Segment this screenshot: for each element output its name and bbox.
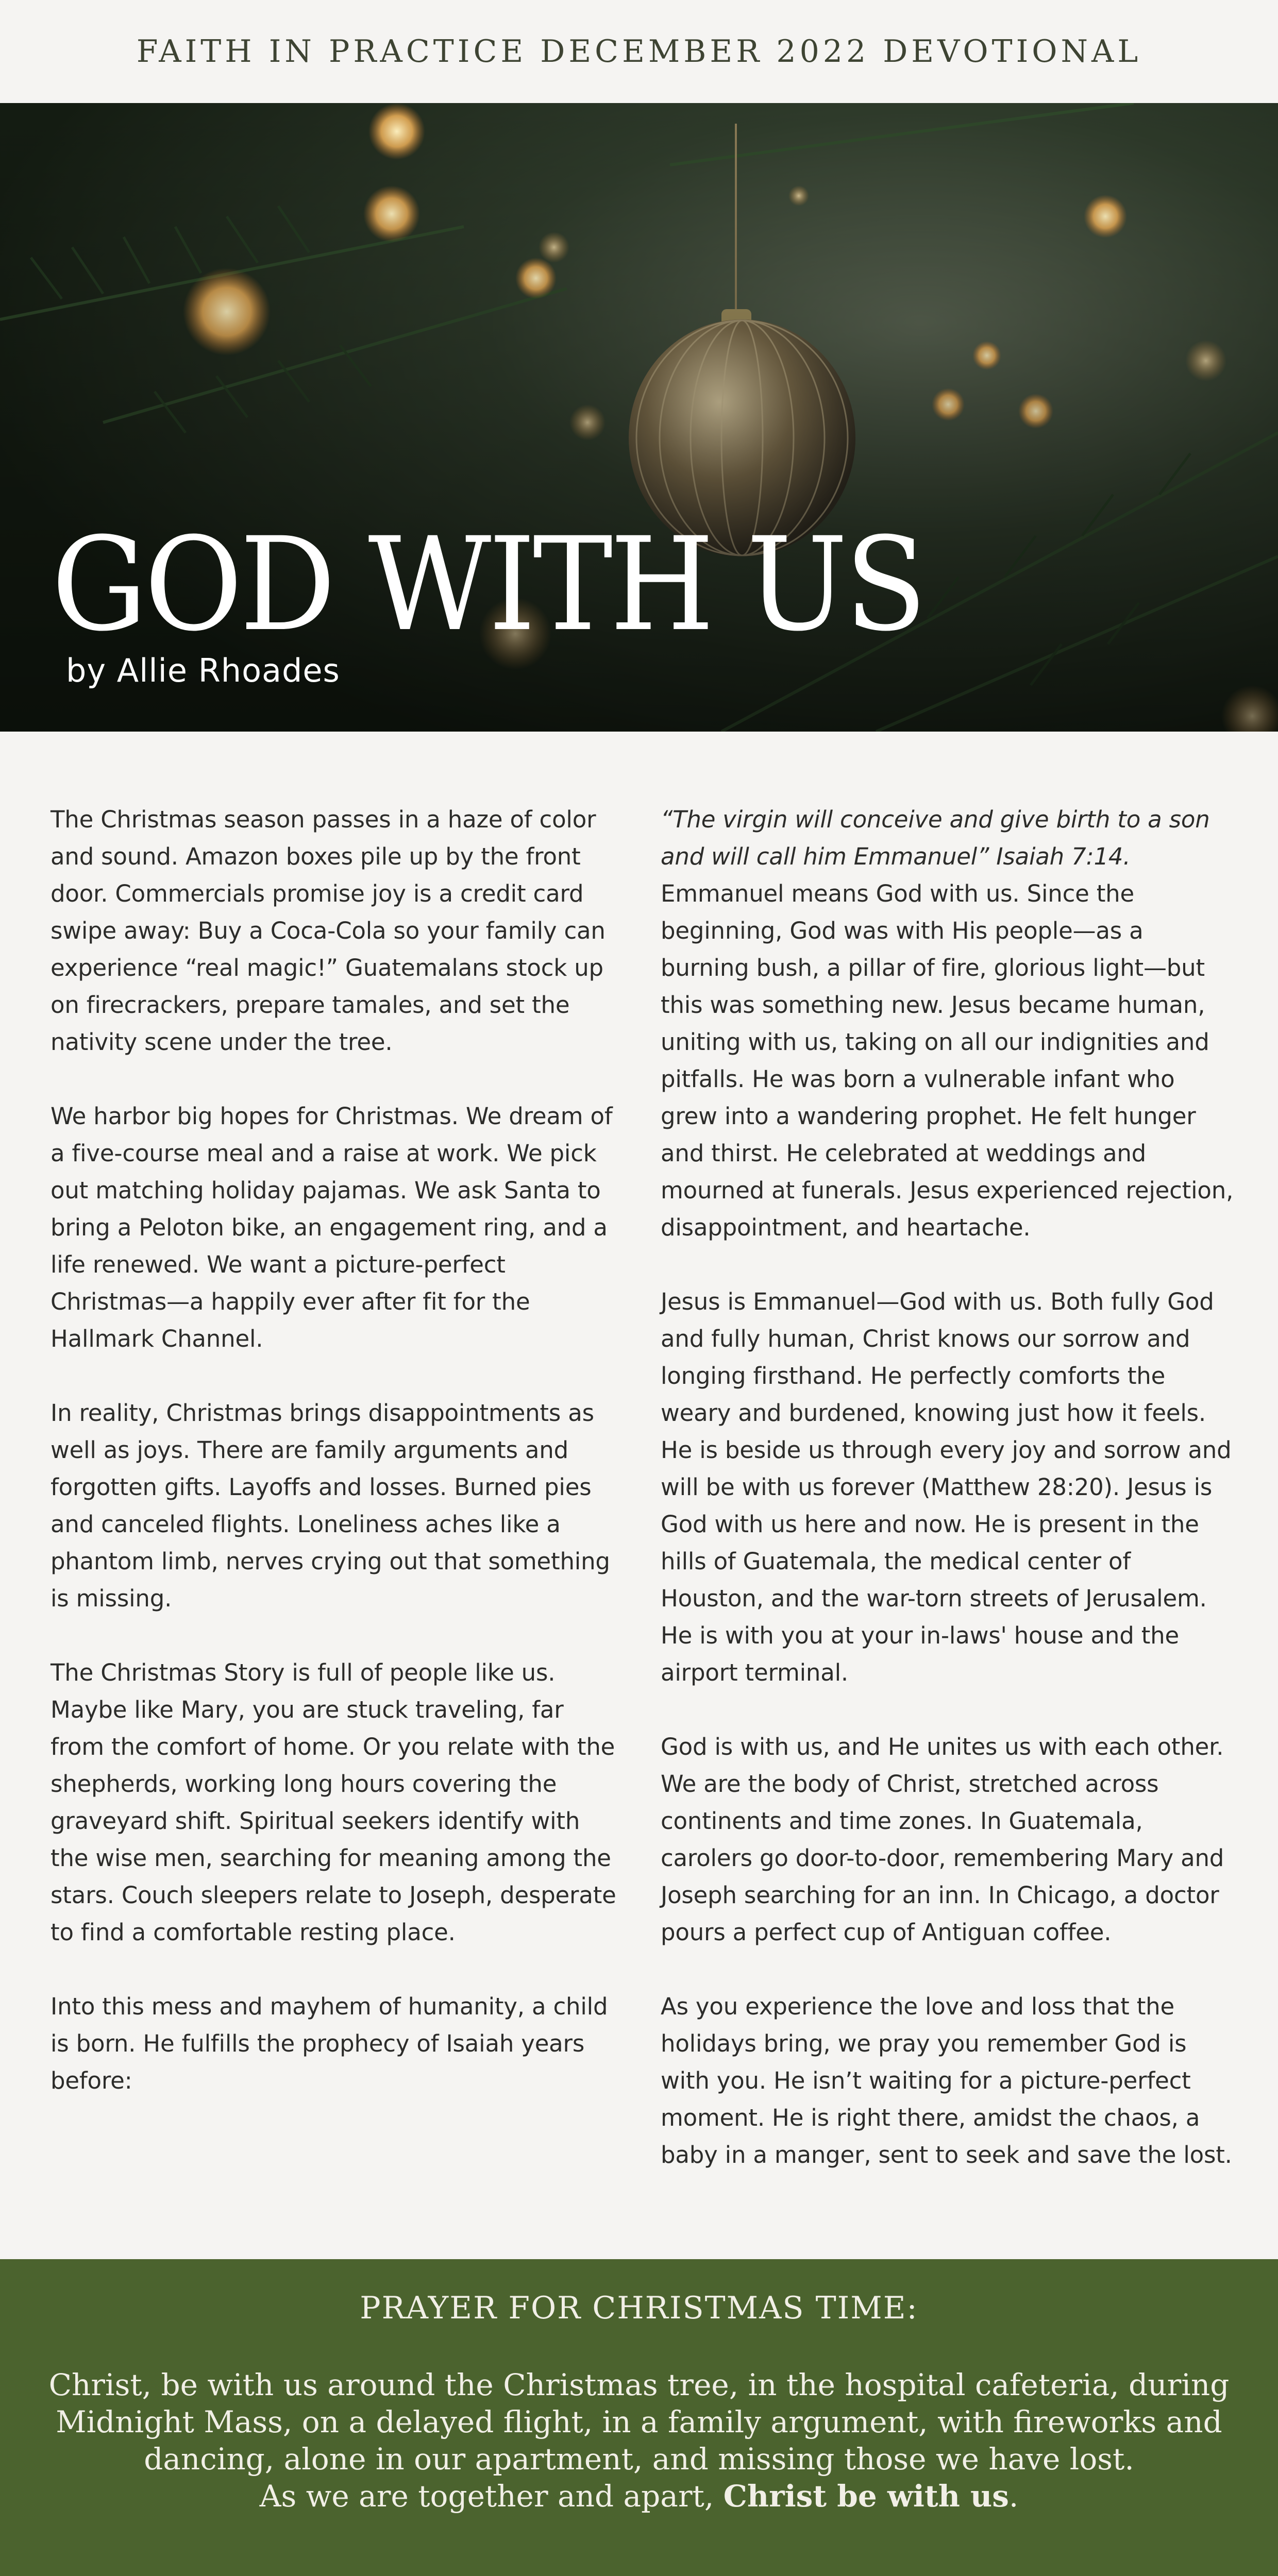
prayer-section <box>0 2259 1278 2576</box>
hero-title: GOD WITH US <box>52 510 924 659</box>
devotional-title: FAITH IN PRACTICE DECEMBER 2022 DEVOTIONAL <box>136 33 1142 70</box>
article-paragraph: We harbor big hopes for Christmas. We dream of a five-course meal and a raise at work. We pick out matching holiday pajamas. We ask Santa to bring a Peloton bike, an engagement ring, and a life renewed. We want a picture-perfect Christmas—a happily ever after fit for the Hallmark Channel. <box>51 1103 613 1352</box>
hero-banner <box>0 103 1278 732</box>
article-left-column <box>51 801 617 2137</box>
article-paragraph: The Christmas Story is full of people like us. Maybe like Mary, you are stuck traveling, far from the comfort of home. Or you relate with the shepherds, working long hours covering the graveyard shift. Spiritual seekers identify with the wise men, searching for meaning among the stars. Couch sleepers relate to Joseph, desperate to find a comfortable resting place. <box>51 1659 616 1946</box>
article-paragraph: The Christmas season passes in a haze of color and sound. Amazon boxes pile up by the front door. Commercials promise joy is a credit card swipe away: Buy a Coca-Cola so your family can experience “real magic!” Guatemalans stock up on firecrackers, prepare tamales, and set the nativity scene under the tree. <box>51 806 606 1056</box>
article-paragraph <box>661 801 1235 1246</box>
paragraph-continuation: Emmanuel means God with us. Since the beginning, God was with His people—as a burning bush, a pillar of fire, glorious light—but this was something new. Jesus became human, uniting with us, taking on all our indignities and pitfalls. He was born a vulnerable infant who grew into a wandering prophet. He felt hunger and thirst. He celebrated at weddings and mourned at funerals. Jesus experienced rejection, disappointment, and heartache. <box>661 880 1234 1241</box>
article-paragraph: Jesus is Emmanuel—God with us. Both fully God and fully human, Christ knows our sorrow and longing firsthand. He perfectly comforts the weary and burdened, knowing just how it feels. He is beside us through every joy and sorrow and will be with us forever (Matthew 28:20). Jesus is God with us here and now. He is present in the hills of Guatemala, the medical center of Houston, and the war-torn streets of Jerusalem. He is with you at your in-laws' house and the airport terminal. <box>661 1288 1232 1686</box>
article-paragraph: In reality, Christmas brings disappointments as well as joys. There are family arguments and forgotten gifts. Layoffs and losses. Burned pies and canceled flights. Loneliness aches like a phantom limb, nerves crying out that something is missing. <box>51 1399 610 1612</box>
article-right-column <box>661 801 1235 2211</box>
prayer-text <box>31 2366 1247 2515</box>
article-paragraph: As you experience the love and loss that the holidays bring, we pray you remember God is with you. He isn’t waiting for a picture-perfect moment. He is right there, amidst the chaos, a baby in a manger, sent to seek and save the lost. <box>661 1993 1232 2168</box>
prayer-closing-lead: As we are together and apart, <box>259 2479 724 2514</box>
prayer-closing-end: . <box>1008 2479 1019 2514</box>
article-paragraph: God is with us, and He unites us with each other. We are the body of Christ, stretched across continents and time zones. In Guatemala, carolers go door-to-door, remembering Mary and Joseph searching for an inn. In Chicago, a doctor pours a perfect cup of Antiguan coffee. <box>661 1733 1224 1946</box>
hero-byline: by Allie Rhoades <box>66 652 340 689</box>
article-paragraph: Into this mess and mayhem of humanity, a child is born. He fulfills the prophecy of Isaiah years before: <box>51 1993 608 2094</box>
scripture-quote: “The virgin will conceive and give birth to a son and will call him Emmanuel” Isaiah 7:14. <box>661 806 1210 870</box>
prayer-heading: PRAYER FOR CHRISTMAS TIME: <box>360 2290 918 2326</box>
prayer-closing-emphasis: Christ be with us <box>723 2479 1009 2514</box>
prayer-body: Christ, be with us around the Christmas tree, in the hospital cafeteria, during Midnight Mass, on a delayed flight, in a family argument, with fireworks and dancing, alone in our apartment, and missing those we have lost. <box>48 2367 1230 2477</box>
